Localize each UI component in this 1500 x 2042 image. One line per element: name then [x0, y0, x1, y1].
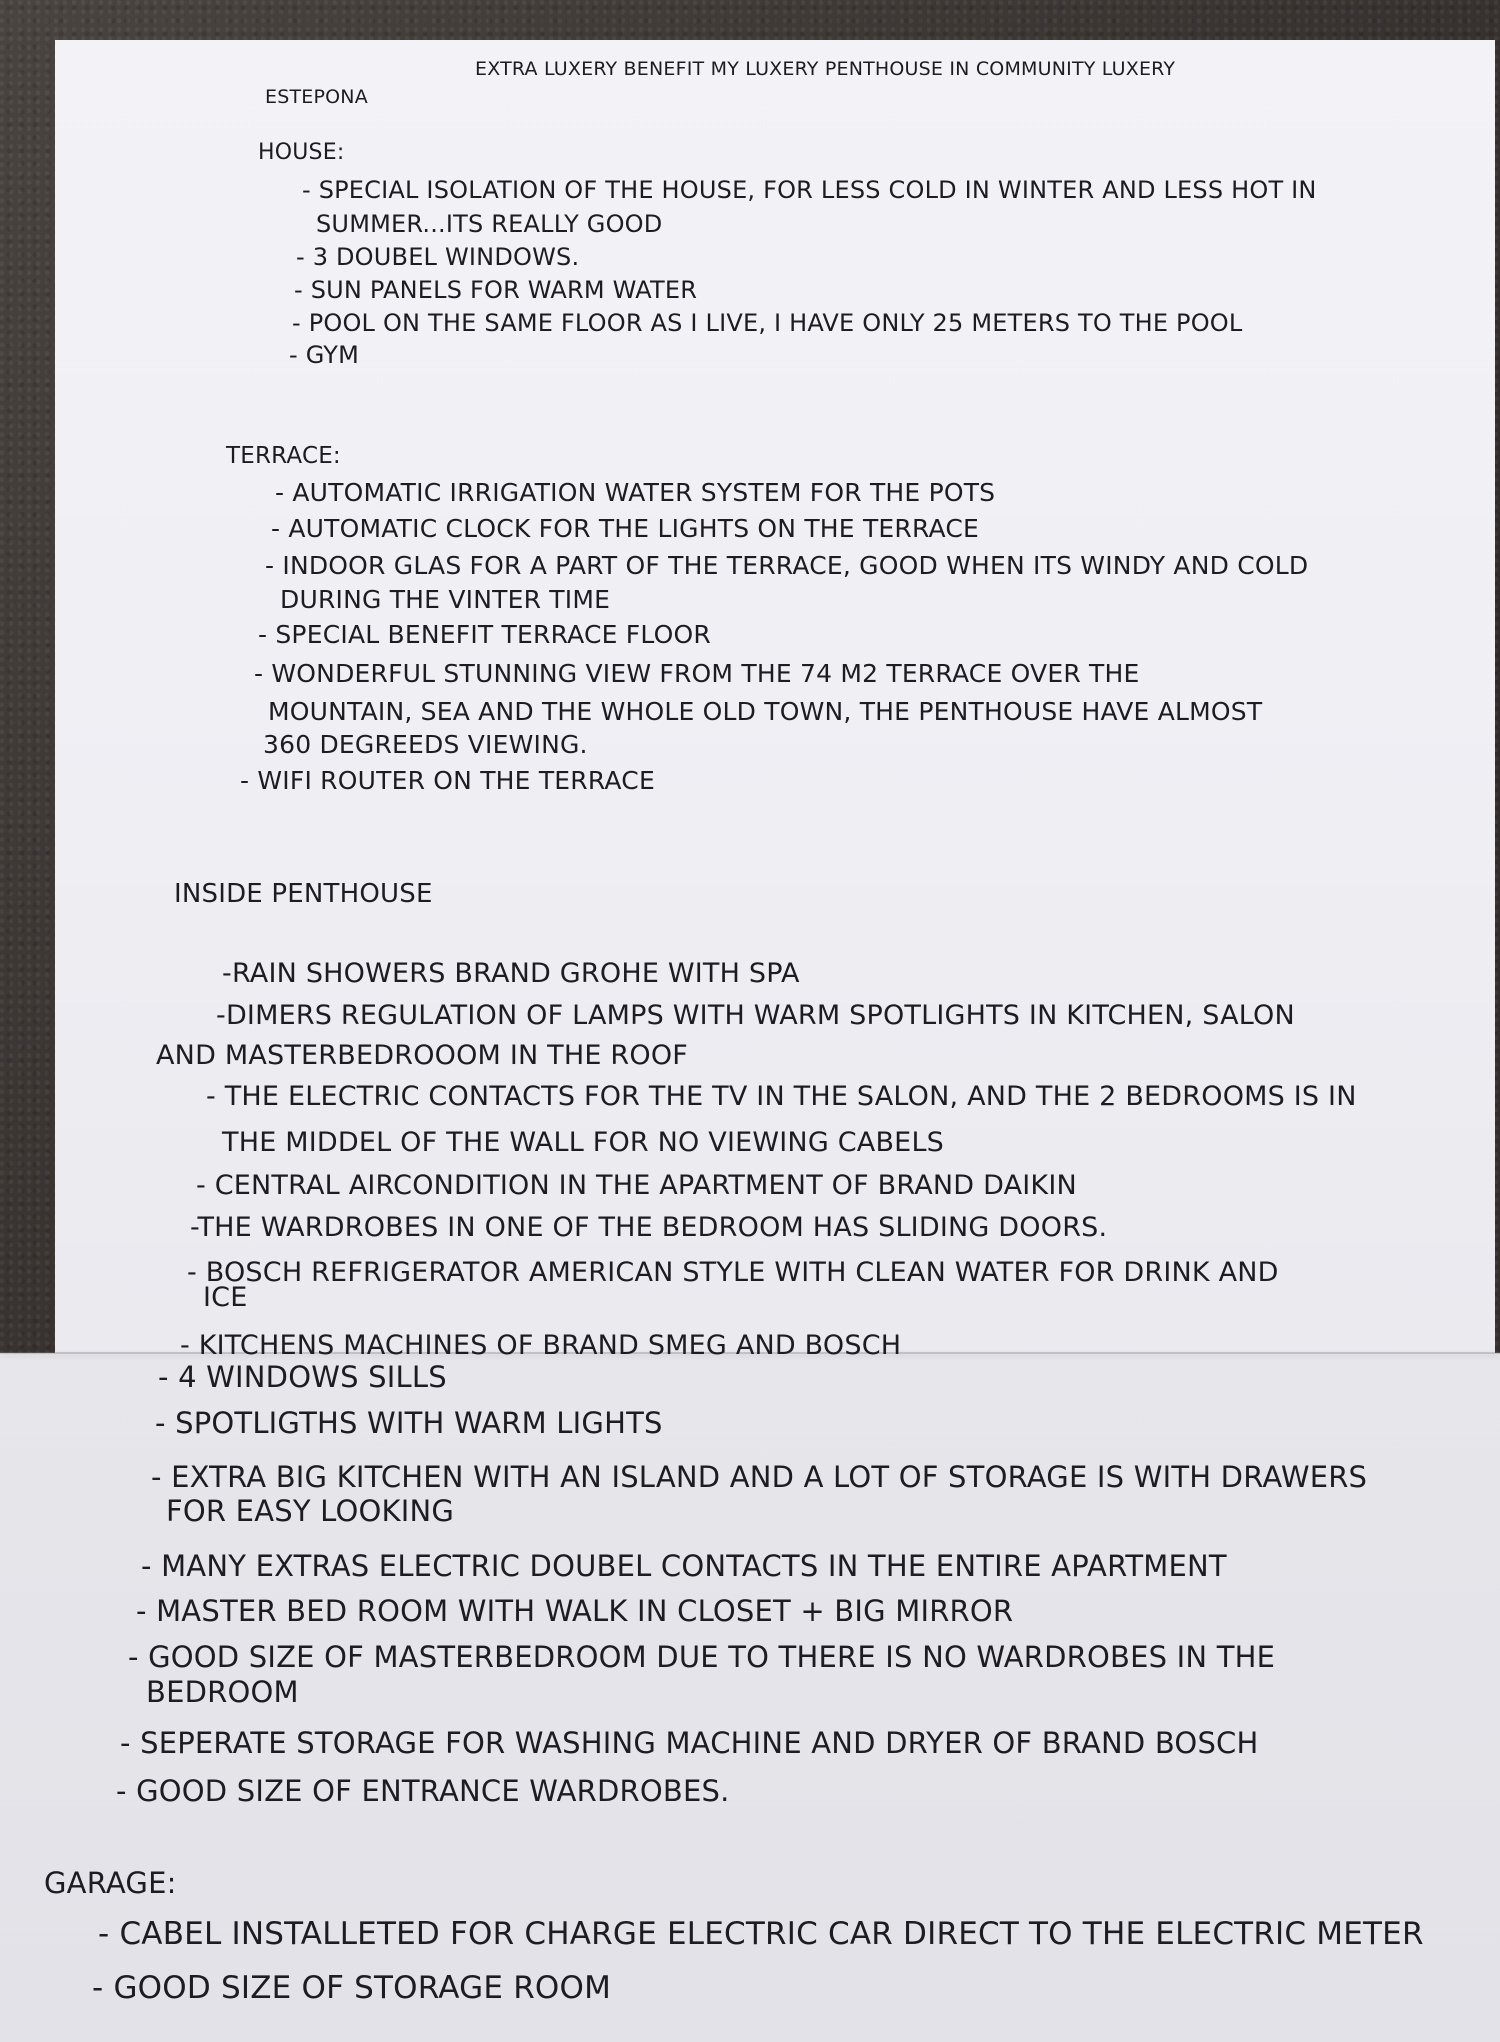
inside-line: - CENTRAL AIRCONDITION IN THE APARTMENT OF BRAND DAIKIN	[196, 1170, 1077, 1201]
terrace-line: 360 DEGREEDS VIEWING.	[263, 730, 588, 759]
section-heading-garage: GARAGE:	[44, 1866, 177, 1900]
inside-line: - KITCHENS MACHINES OF BRAND SMEG AND BOSCH	[180, 1330, 902, 1361]
inside-line: - THE ELECTRIC CONTACTS FOR THE TV IN THE SALON, AND THE 2 BEDROOMS IS IN	[206, 1081, 1357, 1112]
garage-line: - CABEL INSTALLETED FOR CHARGE ELECTRIC CAR DIRECT TO THE ELECTRIC METER	[98, 1916, 1424, 1952]
section-heading-terrace: TERRACE:	[226, 443, 341, 469]
inside-line: FOR EASY LOOKING	[166, 1494, 455, 1528]
terrace-line: DURING THE VINTER TIME	[280, 585, 611, 614]
document-header: EXTRA LUXERY BENEFIT MY LUXERY PENTHOUSE IN COMMUNITY LUXERY	[475, 58, 1176, 80]
inside-line: - EXTRA BIG KITCHEN WITH AN ISLAND AND A LOT OF STORAGE IS WITH DRAWERS	[151, 1460, 1368, 1494]
section-heading-inside: INSIDE PENTHOUSE	[174, 879, 433, 909]
house-line: - GYM	[289, 341, 360, 369]
terrace-line: - WIFI ROUTER ON THE TERRACE	[240, 766, 655, 795]
inside-line: -RAIN SHOWERS BRAND GROHE WITH SPA	[222, 958, 800, 989]
inside-line: BEDROOM	[146, 1675, 299, 1709]
inside-line: - MANY EXTRAS ELECTRIC DOUBEL CONTACTS IN THE ENTIRE APARTMENT	[141, 1549, 1227, 1583]
terrace-line: - AUTOMATIC CLOCK FOR THE LIGHTS ON THE TERRACE	[271, 514, 980, 543]
section-heading-house: HOUSE:	[258, 140, 345, 165]
house-line: - POOL ON THE SAME FLOOR AS I LIVE, I HAVE ONLY 25 METERS TO THE POOL	[292, 309, 1243, 337]
garage-line: - GOOD SIZE OF STORAGE ROOM	[92, 1970, 612, 2006]
inside-line: - GOOD SIZE OF ENTRANCE WARDROBES.	[116, 1774, 730, 1808]
inside-line: - 4 WINDOWS SILLS	[158, 1360, 447, 1394]
terrace-line: - WONDERFUL STUNNING VIEW FROM THE 74 M2 TERRACE OVER THE	[254, 659, 1140, 688]
inside-line: - SEPERATE STORAGE FOR WASHING MACHINE AND DRYER OF BRAND BOSCH	[120, 1726, 1259, 1760]
inside-line: AND MASTERBEDROOOM IN THE ROOF	[156, 1040, 688, 1071]
inside-line: - BOSCH REFRIGERATOR AMERICAN STYLE WITH CLEAN WATER FOR DRINK AND	[187, 1257, 1279, 1288]
terrace-line: - AUTOMATIC IRRIGATION WATER SYSTEM FOR THE POTS	[275, 478, 996, 507]
inside-line: -DIMERS REGULATION OF LAMPS WITH WARM SPOTLIGHTS IN KITCHEN, SALON	[216, 1000, 1295, 1031]
inside-line: - GOOD SIZE OF MASTERBEDROOM DUE TO THERE IS NO WARDROBES IN THE	[128, 1640, 1276, 1674]
house-line: - SPECIAL ISOLATION OF THE HOUSE, FOR LESS COLD IN WINTER AND LESS HOT IN	[302, 176, 1317, 204]
inside-line: - SPOTLIGTHS WITH WARM LIGHTS	[155, 1406, 663, 1440]
inside-line: -THE WARDROBES IN ONE OF THE BEDROOM HAS SLIDING DOORS.	[190, 1212, 1108, 1243]
inside-line: THE MIDDEL OF THE WALL FOR NO VIEWING CABELS	[222, 1127, 945, 1158]
terrace-line: MOUNTAIN, SEA AND THE WHOLE OLD TOWN, THE PENTHOUSE HAVE ALMOST	[268, 697, 1263, 726]
terrace-line: - SPECIAL BENEFIT TERRACE FLOOR	[258, 620, 711, 649]
terrace-line: - INDOOR GLAS FOR A PART OF THE TERRACE, GOOD WHEN ITS WINDY AND COLD	[265, 551, 1309, 580]
house-line: SUMMER...ITS REALLY GOOD	[316, 210, 663, 238]
document-location: ESTEPONA	[265, 86, 368, 108]
house-line: - SUN PANELS FOR WARM WATER	[294, 276, 698, 304]
inside-line: - MASTER BED ROOM WITH WALK IN CLOSET + BIG MIRROR	[136, 1594, 1014, 1628]
house-line: - 3 DOUBEL WINDOWS.	[296, 243, 580, 271]
inside-line: ICE	[203, 1282, 248, 1313]
